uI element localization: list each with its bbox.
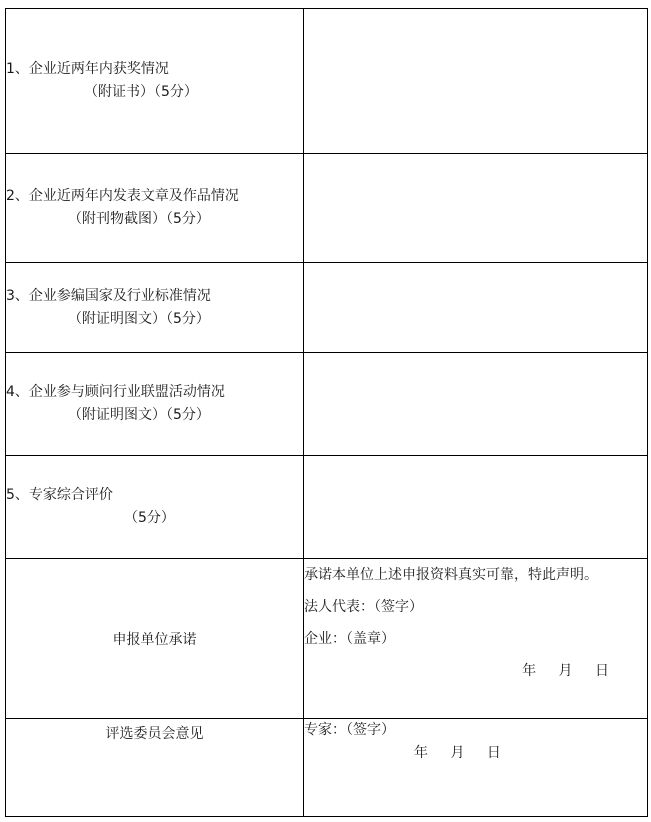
criterion-row-3 — [6, 263, 648, 353]
committee-label: 评选委员会意见 — [105, 726, 204, 742]
criterion-cell-2 — [6, 154, 304, 263]
criterion-title-5: 5、专家综合评价 — [6, 487, 113, 503]
application-form-table — [5, 8, 648, 817]
criterion-title-4: 4、企业参与顾问行业联盟活动情况 — [6, 384, 225, 400]
pledge-date-month: 月 — [558, 663, 573, 679]
pledge-row — [6, 559, 648, 719]
criterion-note-2: （附刊物截图）（5分） — [68, 211, 210, 227]
pledge-date — [304, 655, 647, 687]
criterion-note-4: （附证明图文）（5分） — [68, 407, 210, 423]
criterion-row-2 — [6, 154, 648, 263]
criterion-row-1 — [6, 9, 648, 154]
pledge-label-cell — [6, 559, 304, 719]
committee-label-cell — [6, 719, 304, 817]
pledge-date-day: 日 — [595, 663, 609, 679]
committee-content-cell[interactable] — [304, 719, 648, 817]
expert-signature: 专家：（签字） — [304, 722, 395, 738]
criterion-cell-5 — [6, 456, 304, 559]
committee-date-day: 日 — [486, 745, 501, 761]
pledge-date-year: 年 — [522, 663, 537, 679]
criterion-title-1: 1、企业近两年内获奖情况 — [6, 61, 169, 77]
criterion-title-3: 3、企业参编国家及行业标准情况 — [6, 287, 211, 304]
criterion-cell-3 — [6, 263, 304, 353]
committee-date — [304, 742, 647, 765]
criterion-answer-3[interactable] — [304, 263, 648, 353]
legal-rep-signature: 法人代表：（签字） — [304, 599, 423, 615]
criterion-row-5 — [6, 456, 648, 559]
criterion-note-1: （附证书）（5分） — [84, 84, 198, 100]
committee-row — [6, 719, 648, 817]
criterion-row-4 — [6, 353, 648, 456]
pledge-content-cell[interactable] — [304, 559, 648, 719]
criterion-answer-2[interactable] — [304, 154, 648, 263]
criterion-answer-5[interactable] — [304, 456, 648, 559]
criterion-answer-1[interactable] — [304, 9, 648, 154]
pledge-statement: 承诺本单位上述申报资料真实可靠，特此声明。 — [304, 567, 598, 583]
committee-date-month: 月 — [450, 745, 465, 761]
criterion-note-5: （5分） — [124, 510, 175, 526]
criterion-cell-4 — [6, 353, 304, 456]
company-seal: 企业：（盖章） — [304, 631, 395, 647]
criterion-note-3: （附证明图文）（5分） — [68, 310, 210, 327]
pledge-label: 申报单位承诺 — [112, 631, 197, 648]
criterion-title-2: 2、企业近两年内发表文章及作品情况 — [6, 188, 239, 204]
criterion-answer-4[interactable] — [304, 353, 648, 456]
criterion-cell-1 — [6, 9, 304, 154]
committee-date-year: 年 — [414, 745, 428, 761]
